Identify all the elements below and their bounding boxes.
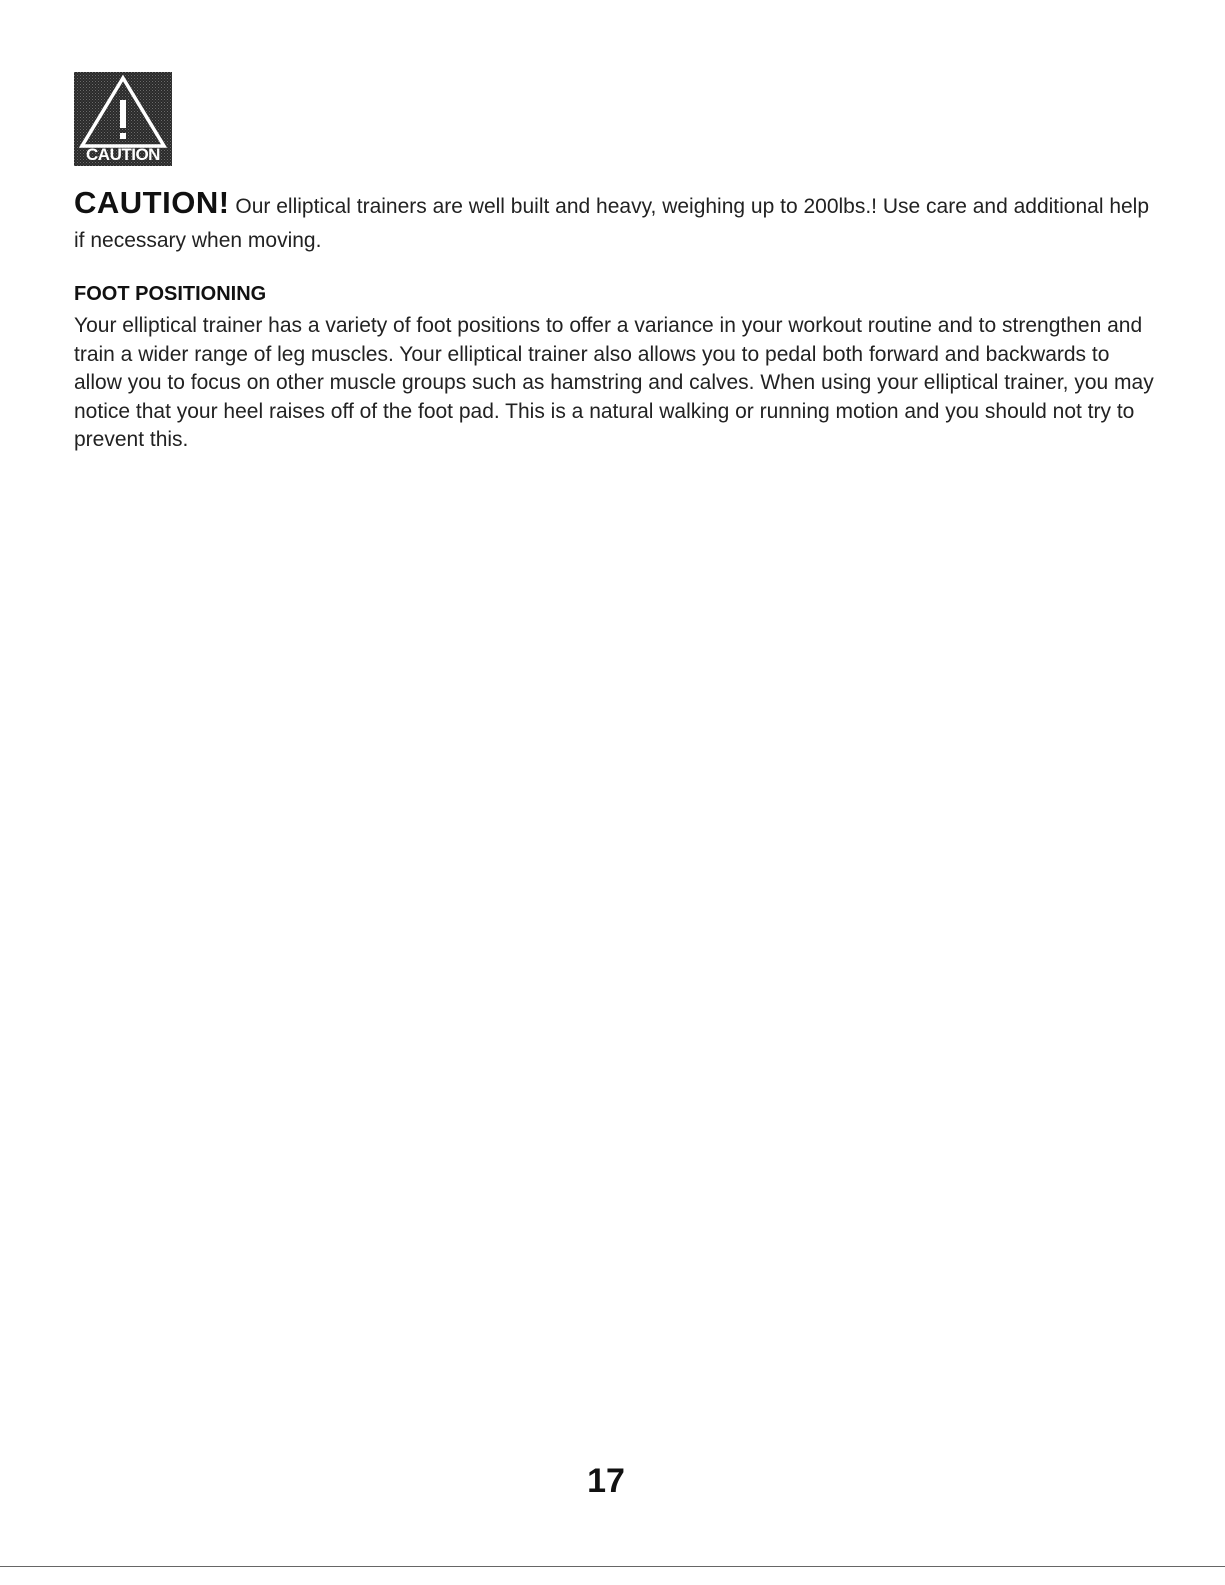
section-heading-foot-positioning: FOOT POSITIONING [74, 283, 267, 305]
caution-lead: CAUTION! [74, 185, 230, 220]
caution-notice-text: Our elliptical trainers are well built and heavy, weighing up to 200lbs.! Use care and additional help if necessary when moving. [74, 195, 1150, 252]
caution-icon [74, 72, 172, 166]
page-number: 17 [587, 1462, 625, 1500]
caution-notice [74, 186, 1154, 258]
section-body-foot-positioning: Your elliptical trainer has a variety of foot positions to offer a variance in your workout routine and to strengthen and train a wider range of leg muscles. Your elliptical trainer also allows you to pedal both forward and backwards to allow you to focus on other muscle groups such as hamstring and calves. When using your elliptical trainer, you may notice that your heel raises off of the foot pad. This is a natural walking or running motion and you should not try to prevent this. [74, 314, 1154, 451]
bottom-rule [0, 1566, 1225, 1567]
caution-icon-label: CAUTION [86, 145, 160, 164]
